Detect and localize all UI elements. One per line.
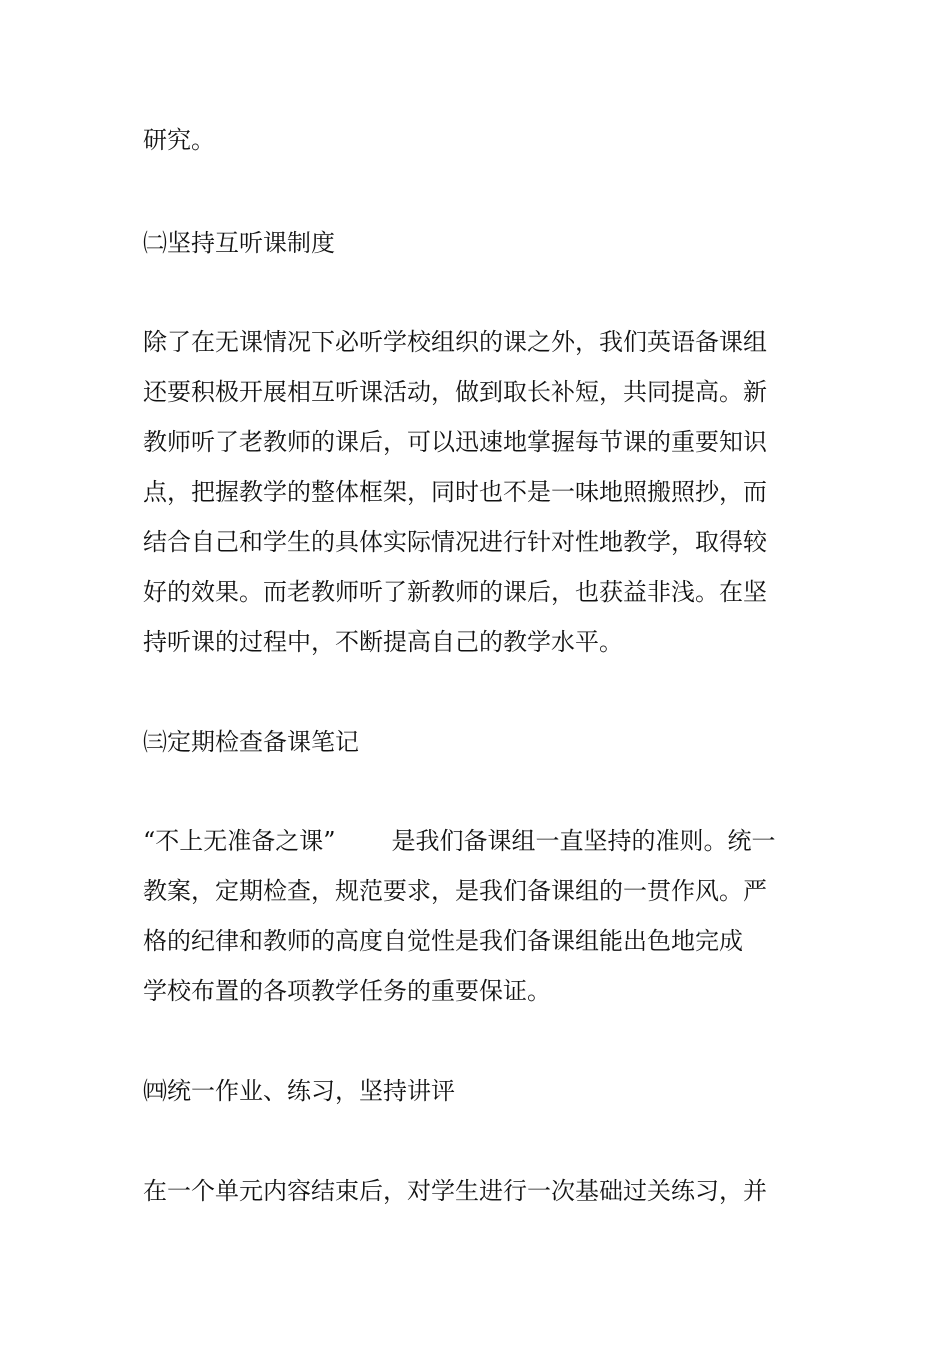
paragraph-line: 好的效果。而老教师听了新教师的课后，也获益非浅。在坚 — [143, 578, 767, 606]
paragraph-line: 学校布置的各项教学任务的重要保证。 — [143, 977, 551, 1005]
quoted-phrase: “不上无准备之课” — [143, 827, 336, 855]
paragraph-line: 持听课的过程中，不断提高自己的教学水平。 — [143, 628, 623, 656]
paragraph-line: 教案，定期检查，规范要求，是我们备课组的一贯作风。严 — [143, 877, 767, 905]
paragraph-line: 结合自己和学生的具体实际情况进行针对性地教学，取得较 — [143, 528, 767, 556]
paragraph-line: 在一个单元内容结束后，对学生进行一次基础过关练习，并 — [143, 1177, 767, 1205]
paragraph-line: 点，把握教学的整体框架，同时也不是一味地照搬照抄，而 — [143, 478, 767, 506]
paragraph-line: 研究。 — [143, 126, 215, 154]
paragraph-line: 教师听了老教师的课后，可以迅速地掌握每节课的重要知识 — [143, 428, 767, 456]
paragraph-line — [143, 826, 776, 856]
section-heading-2: ㈡坚持互听课制度 — [143, 229, 335, 257]
paragraph-line: 除了在无课情况下必听学校组织的课之外，我们英语备课组 — [143, 328, 767, 356]
paragraph-line: 格的纪律和教师的高度自觉性是我们备课组能出色地完成 — [143, 927, 743, 955]
section-heading-4: ㈣统一作业、练习，坚持讲评 — [143, 1077, 455, 1105]
section-heading-3: ㈢定期检查备课笔记 — [143, 728, 359, 756]
paragraph-text: 是我们备课组一直坚持的准则。统一 — [391, 827, 776, 855]
paragraph-line: 还要积极开展相互听课活动，做到取长补短，共同提高。新 — [143, 378, 767, 406]
